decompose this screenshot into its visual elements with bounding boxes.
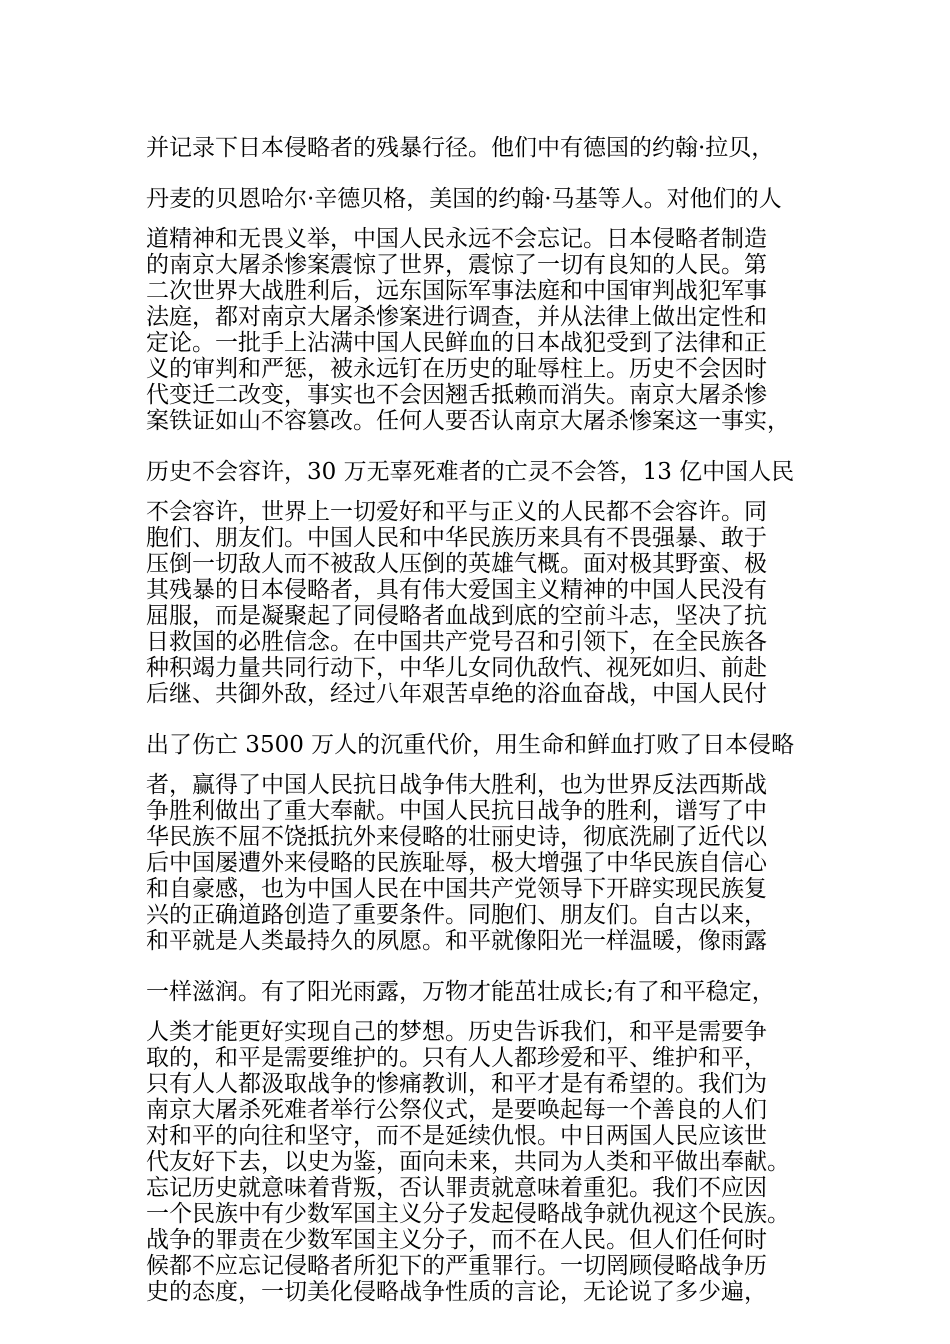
text-line: 日救国的必胜信念。在中国共产党号召和引领下，在全民族各 xyxy=(146,629,767,655)
text-line: 华民族不屈不饶抵抗外来侵略的壮丽史诗，彻底洗刷了近代以 xyxy=(146,824,767,850)
text-line: 史的态度，一切美化侵略战争性质的言论，无论说了多少遍， xyxy=(146,1279,767,1305)
text-line: 对和平的向往和坚守，而不是延续仇恨。中日两国人民应该世 xyxy=(146,1123,767,1149)
text-line: 道精神和无畏义举，中国人民永远不会忘记。日本侵略者制造 xyxy=(146,226,767,252)
text-line: 忘记历史就意味着背叛，否认罪责就意味着重犯。我们不应因 xyxy=(146,1175,767,1201)
text-line: 取的，和平是需要维护的。只有人人都珍爱和平、维护和平， xyxy=(146,1045,767,1071)
text-line: 代变迁二改变，事实也不会因翘舌抵赖而消失。南京大屠杀惨 xyxy=(146,382,767,408)
text-line: 人类才能更好实现自己的梦想。历史告诉我们，和平是需要争 xyxy=(146,1019,767,1045)
text-line: 种积竭力量共同行动下，中华儿女同仇敌忾、视死如归、前赴 xyxy=(146,655,767,681)
text-line: 的南京大屠杀惨案震惊了世界，震惊了一切有良知的人民。第 xyxy=(146,252,767,278)
text-line: 代友好下去，以史为鉴，面向未来，共同为人类和平做出奉献。 xyxy=(146,1149,790,1175)
text-line: 丹麦的贝恩哈尔·辛德贝格，美国的约翰·马基等人。对他们的人 xyxy=(146,186,782,212)
text-line: 兴的正确道路创造了重要条件。同胞们、朋友们。自古以来， xyxy=(146,902,767,928)
text-line: 胞们、朋友们。中国人民和中华民族历来具有不畏强暴、敢于 xyxy=(146,525,767,551)
text-line: 和自豪感，也为中国人民在中国共产党领导下开辟实现民族复 xyxy=(146,876,767,902)
text-line: 定论。一批手上沾满中国人民鲜血的日本战犯受到了法律和正 xyxy=(146,330,767,356)
text-line: 法庭，都对南京大屠杀惨案进行调查，并从法律上做出定性和 xyxy=(146,304,767,330)
text-line: 其残暴的日本侵略者，具有伟大爱国主义精神的中国人民没有 xyxy=(146,577,767,603)
text-line: 历史不会容许，30 万无辜死难者的亡灵不会答，13 亿中国人民 xyxy=(146,459,795,485)
text-line: 压倒一切敌人而不被敌人压倒的英雄气概。面对极其野蛮、极 xyxy=(146,551,767,577)
text-line: 战争的罪责在少数军国主义分子，而不在人民。但人们任何时 xyxy=(146,1227,767,1253)
text-line: 后中国屡遭外来侵略的民族耻辱，极大增强了中华民族自信心 xyxy=(146,850,767,876)
text-line: 候都不应忘记侵略者所犯下的严重罪行。一切罔顾侵略战争历 xyxy=(146,1253,767,1279)
text-line: 不会容许，世界上一切爱好和平与正义的人民都不会容许。同 xyxy=(146,499,767,525)
text-line: 和平就是人类最持久的夙愿。和平就像阳光一样温暖，像雨露 xyxy=(146,928,767,954)
text-line: 义的审判和严惩，被永远钉在历史的耻辱柱上。历史不会因时 xyxy=(146,356,767,382)
text-line: 并记录下日本侵略者的残暴行径。他们中有德国的约翰·拉贝， xyxy=(146,135,775,161)
text-line: 南京大屠杀死难者举行公祭仪式，是要唤起每一个善良的人们 xyxy=(146,1097,767,1123)
text-line: 一个民族中有少数军国主义分子发起侵略战争就仇视这个民族。 xyxy=(146,1201,790,1227)
text-line: 出了伤亡 3500 万人的沉重代价，用生命和鲜血打败了日本侵略 xyxy=(146,732,795,758)
text-line: 争胜利做出了重大奉献。中国人民抗日战争的胜利，谱写了中 xyxy=(146,798,767,824)
text-line: 者，赢得了中国人民抗日战争伟大胜利，也为世界反法西斯战 xyxy=(146,772,767,798)
text-line: 屈服，而是凝聚起了同侵略者血战到底的空前斗志，坚决了抗 xyxy=(146,603,767,629)
text-line: 后继、共御外敌，经过八年艰苦卓绝的浴血奋战，中国人民付 xyxy=(146,681,767,707)
text-line: 只有人人都汲取战争的惨痛教训，和平才是有希望的。我们为 xyxy=(146,1071,767,1097)
text-line: 一样滋润。有了阳光雨露，万物才能茁壮成长;有了和平稳定， xyxy=(146,979,775,1005)
text-line: 案铁证如山不容篡改。任何人要否认南京大屠杀惨案这一事实， xyxy=(146,408,790,434)
text-line: 二次世界大战胜利后，远东国际军事法庭和中国审判战犯军事 xyxy=(146,278,767,304)
